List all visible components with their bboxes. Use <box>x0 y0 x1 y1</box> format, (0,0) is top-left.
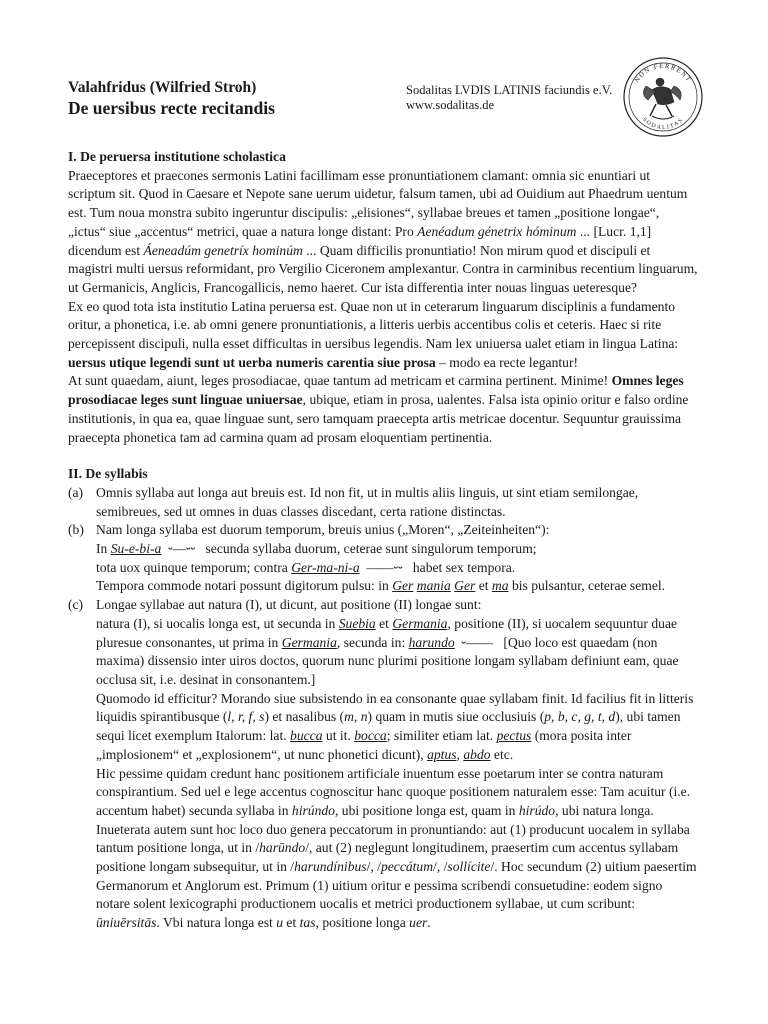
list-item <box>68 484 698 521</box>
paragraph: Nam longa syllaba est duorum temporum, breuis unius („Moren“, „Zeiteinheiten“): <box>96 522 550 538</box>
section-heading: I. De peruersa institutione scholastica <box>68 149 286 164</box>
example-line: Tempora commode notari possunt digitorum pulsu: in Ger mania Ger et ma bis pulsantur, ceterae semel. <box>96 578 666 594</box>
list-item <box>68 596 698 933</box>
document-title: De uersibus recte recitandis <box>68 98 275 118</box>
meter-notation: ⏑—⏑⏑ <box>168 541 196 557</box>
organization-name: Sodalitas LVDIS LATINIS faciundis e.V. <box>406 83 613 97</box>
organization-url: www.sodalitas.de <box>406 98 495 112</box>
paragraph: Longae syllabae aut natura (I), ut dicunt, aut positione (II) longae sunt: <box>96 597 482 613</box>
sodalitas-seal-logo <box>622 56 704 138</box>
paragraph: Praeceptores et praecones sermonis Latini facillimam esse pronuntiationem clamant: omnia sic enuntiari ut scriptum sit. Quod in Caesare et Nepote sane uerum uidetur, falsum tamen, ubi ad Ouidium aut Phaedrum uentum est. Tum noua monstra subito ingeruntur discipulis: „elisiones“, syllabae breues et tamen „positione longae“, „ictus“ siue „accentus“ metrici, quae a natura longe distant: Pro Aenéadum génetrix hóminum ... [Lucr. 1,1] dicendum est Áeneadúm genetríx hominúm ... Quam difficilis pronuntiatio! Non mirum quod et discipuli et magistri multi uersus reformidant, pro Vergilio Ciceronem amplexantur. Contra in carminibus recentium linguarum, ut Germanicis, Anglicis, Francogallicis, nemo haeret. Cur ista differentia inter nouas linguas ueteresque? <box>68 167 698 295</box>
example-line: In Su-e-bi-a ⏑—⏑⏑ secunda syllaba duorum, ceterae sunt singulorum temporum; <box>96 541 537 557</box>
paragraph: Omnis syllaba aut longa aut breuis est. Id non fit, ut in multis aliis linguis, ut sint etiam semilongae, semibreues, sed ut omnes in duas classes discedant, certa ratione distinctas. <box>96 484 639 519</box>
section-heading: II. De syllabis <box>68 466 148 482</box>
organization-info <box>406 83 612 113</box>
list-item <box>68 521 698 596</box>
document-header <box>68 78 275 119</box>
example-line: tota uox quinque temporum; contra Ger-ma-ni-a ——⏑⏑ habet sex tempora. <box>96 559 516 575</box>
svg-text:SODALITAS: SODALITAS <box>641 116 685 132</box>
paragraph: Quomodo id efficitur? Morando siue subsistendo in ea consonante quae syllabam finit. Id facilius fit in litteris liquidis spirantibusque (l, r, f, s) et nasalibus (m, n) quam in mutis siue occlusiuis (p, b, c, g, t, d), ubi tamen sequi licet exemplum Italorum: lat. bucca ut it. bocca; similiter etiam lat. pectus (mora posita inter „implosionem“ et „explosionem“, ut nunc phonetici dicunt), aptus, abdo etc. <box>96 690 694 762</box>
paragraph: natura (I), si uocalis longa est, ut secunda in Suebia et Germania, positione (II), si uocalem sequuntur duae pluresue consonantes, ut prima in Germania, secunda in: harundo ⏑—— [Quo loco est quaedam (non maxima) dissensio inter uiros doctos, quorum nunc plurimi positione longam syllabam definiunt eam, quae occlusa sit, i.e. desinat in consonantem.] <box>96 615 679 687</box>
paragraph: Ex eo quod tota ista institutio Latina peruersa est. Quae non ut in ceterarum linguarum disciplinis a fundamento oritur, a phonetica, i.e. ab omni genere pronuntiationis, a litteris uerbis accentibus colis et ceteris. Haec si rite percepissent discipuli, nulla esset difficultas in uersibus legendis. Nam lex uniuersa ualet etiam in lingua Latina: uersus utique legendi sunt ut uerba numeris carentia siue prosa – modo ea recte legantur! <box>68 298 679 370</box>
paragraph: Inueterata autem sunt hoc loco duo genera peccatorum in pronuntiando: aut (1) producunt uocalem in syllaba tantum positione longa, ut in /harūndo/, aut (2) neglegunt longitudinem, praesertim cum accentus syllabam positione longam subsequitur, ut in /harundínibus/, /peccátum/, /sollícite/. Hoc secundum (2) uitium paesertim Germanorum et Anglorum est. Primum (1) uitium oritur e pessima scribendi consuetudine: eodem signo notare solent lexicographi productionem uocalis et metrici productionem syllabae, ut cum scribunt: ūniuērsitās. Vbi natura longa est u et tas, positione longa uer. <box>96 821 697 931</box>
meter-notation: ——⏑⏑ <box>366 559 403 575</box>
svg-text:NON FERRENT: NON FERRENT <box>633 62 693 84</box>
item-label: (b) <box>68 522 84 538</box>
paragraph: Hic pessime quidam credunt hanc positionem artificiale inuentum esse poetarum inter se contra naturam conspirantium. Sed uel e lege accentus cognoscitur hanc quoque positionem naturalem esse: Tam acuitur (i.e. accentum habet) secunda syllaba in hirúndo, ubi positione longa est, quam in hirúdo, ubi natura longa. <box>96 765 691 818</box>
document-body <box>68 148 698 933</box>
author-name: Valahfridus (Wilfried Stroh) <box>68 79 257 96</box>
item-label: (a) <box>68 484 84 500</box>
meter-notation: ⏑—— <box>461 634 494 650</box>
item-label: (c) <box>68 597 84 613</box>
paragraph: At sunt quaedam, aiunt, leges prosodiacae, quae tantum ad metricam et carmina pertinent. Minime! Omnes leges prosodiacae leges sunt linguae uniuersae, ubique, etiam in prosa, ualentes. Falsa ista opinio oritur e falso ordine institutionis, in qua ea, quae linguae sunt, sero tamquam praecepta artis metricae docentur. Sequuntur grauissima praecepta phonetica tam ad carmina quam ad prosam eloquentiam pertinentia. <box>68 373 689 445</box>
